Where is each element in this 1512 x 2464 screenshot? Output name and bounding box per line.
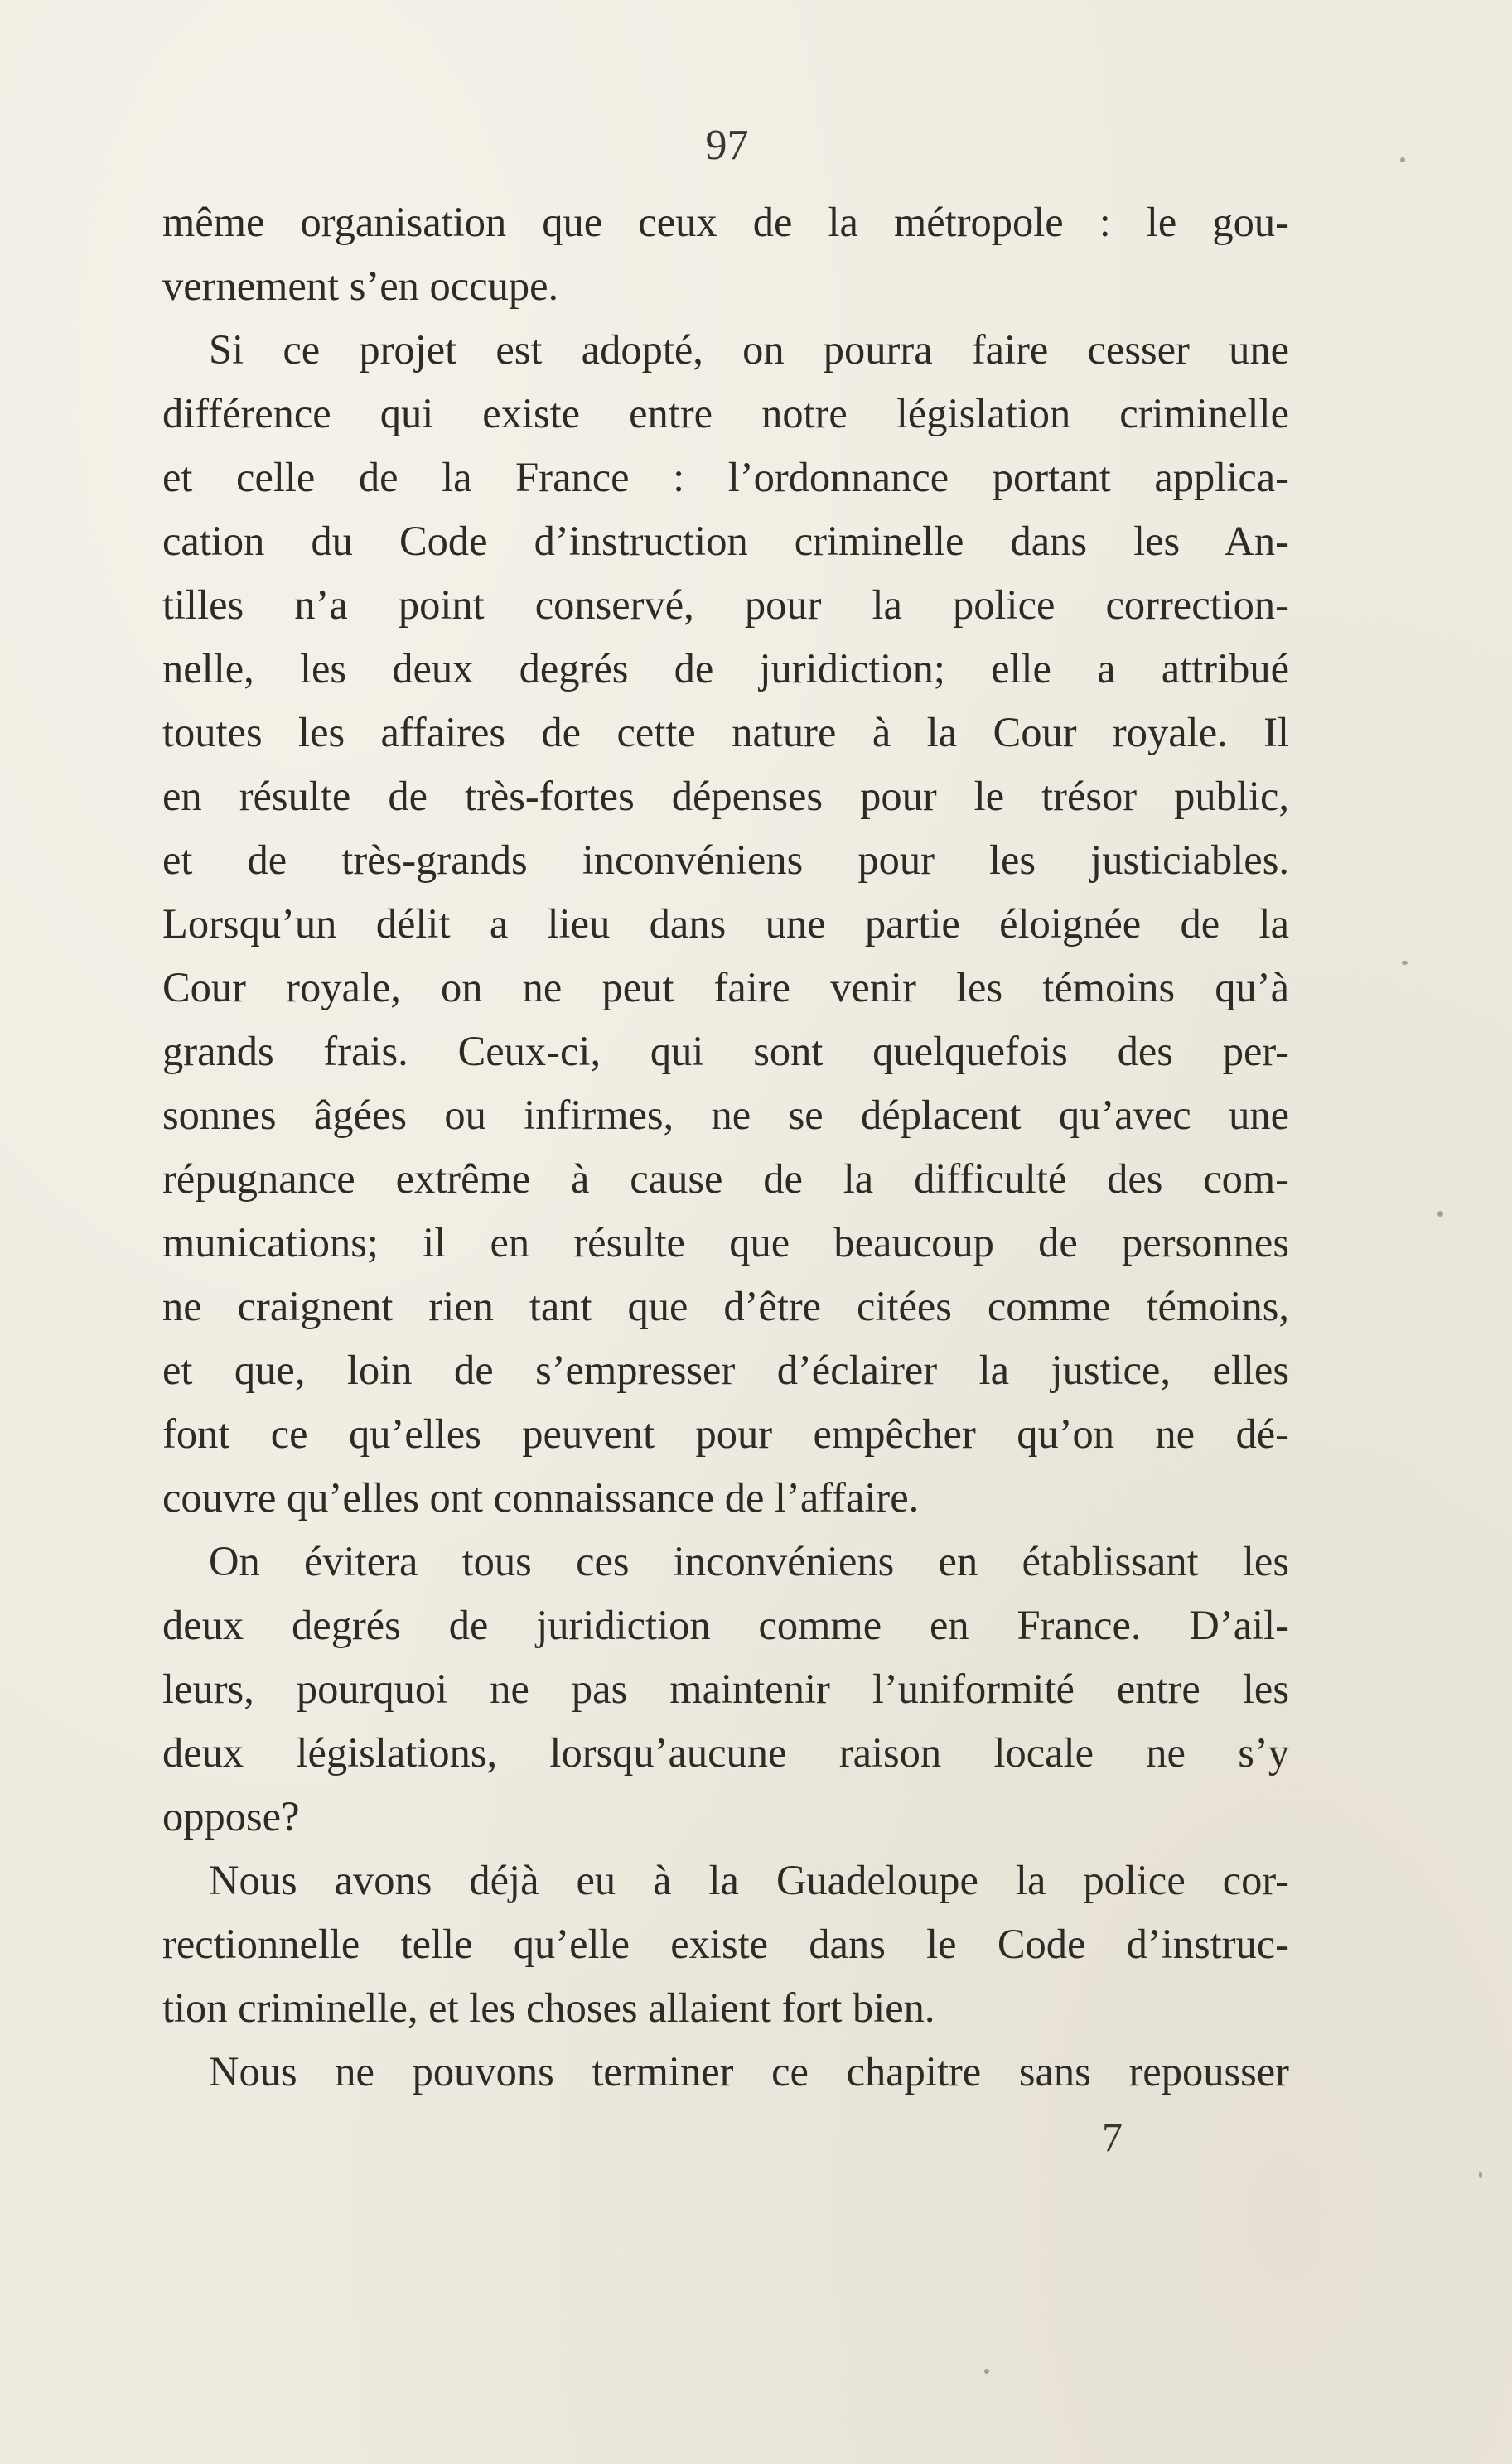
text-line: et de très-grands inconvéniens pour les justiciables.	[162, 837, 1289, 883]
page-number: 97	[705, 122, 749, 169]
paper-speck	[1400, 157, 1405, 162]
text-line: oppose?	[162, 1793, 300, 1840]
text-line: répugnance extrême à cause de la difficulté des com-	[162, 1155, 1289, 1202]
text-line: Lorsqu’un délit a lieu dans une partie éloignée de la	[162, 900, 1289, 947]
text-line: deux degrés de juridiction comme en France. D’ail-	[162, 1602, 1289, 1648]
text-line: et celle de la France : l’ordonnance portant applica-	[162, 454, 1289, 500]
text-line: même organisation que ceux de la métropole : le gou-	[162, 199, 1289, 245]
text-line: et que, loin de s’empresser d’éclairer la justice, elles	[162, 1347, 1289, 1393]
text-line: différence qui existe entre notre législation criminelle	[162, 390, 1289, 436]
text-line: Nous ne pouvons terminer ce chapitre sans repousser	[209, 2048, 1289, 2095]
text-line: Nous avons déjà eu à la Guadeloupe la police cor-	[209, 1857, 1289, 1903]
paper-speck	[1479, 2172, 1482, 2178]
text-line: ne craignent rien tant que d’être citées comme témoins,	[162, 1283, 1289, 1329]
body-text	[162, 190, 1289, 2104]
text-line: tilles n’a point conservé, pour la police correction-	[162, 581, 1289, 628]
text-line: leurs, pourquoi ne pas maintenir l’uniformité entre les	[162, 1666, 1289, 1712]
text-line: font ce qu’elles peuvent pour empêcher qu’on ne dé-	[162, 1410, 1289, 1457]
paper-speck	[1437, 1211, 1443, 1217]
text-line: toutes les affaires de cette nature à la Cour royale. Il	[162, 709, 1289, 755]
text-line: tion criminelle, et les choses allaient fort bien.	[162, 1984, 935, 2031]
text-line: deux législations, lorsqu’aucune raison locale ne s’y	[162, 1729, 1289, 1776]
text-line: Cour royale, on ne peut faire venir les témoins qu’à	[162, 964, 1289, 1010]
text-line: nelle, les deux degrés de juridiction; elle a attribué	[162, 645, 1289, 692]
text-line: munications; il en résulte que beaucoup de personnes	[162, 1219, 1289, 1266]
text-line: grands frais. Ceux-ci, qui sont quelquefois des per-	[162, 1028, 1289, 1074]
text-line: cation du Code d’instruction criminelle dans les An-	[162, 518, 1289, 564]
text-line: sonnes âgées ou infirmes, ne se déplacent qu’avec une	[162, 1092, 1289, 1138]
text-line: Si ce projet est adopté, on pourra faire cesser une	[209, 326, 1289, 373]
text-line: en résulte de très-fortes dépenses pour le trésor public,	[162, 773, 1289, 819]
text-line: vernement s’en occupe.	[162, 263, 559, 309]
paper-speck	[1402, 961, 1408, 965]
text-line: rectionnelle telle qu’elle existe dans le Code d’instruc-	[162, 1921, 1289, 1967]
paper-speck	[984, 2369, 989, 2374]
text-line: couvre qu’elles ont connaissance de l’affaire.	[162, 1474, 920, 1521]
signature-mark: 7	[1102, 2114, 1123, 2160]
text-line: On évitera tous ces inconvéniens en établissant les	[209, 1538, 1289, 1584]
